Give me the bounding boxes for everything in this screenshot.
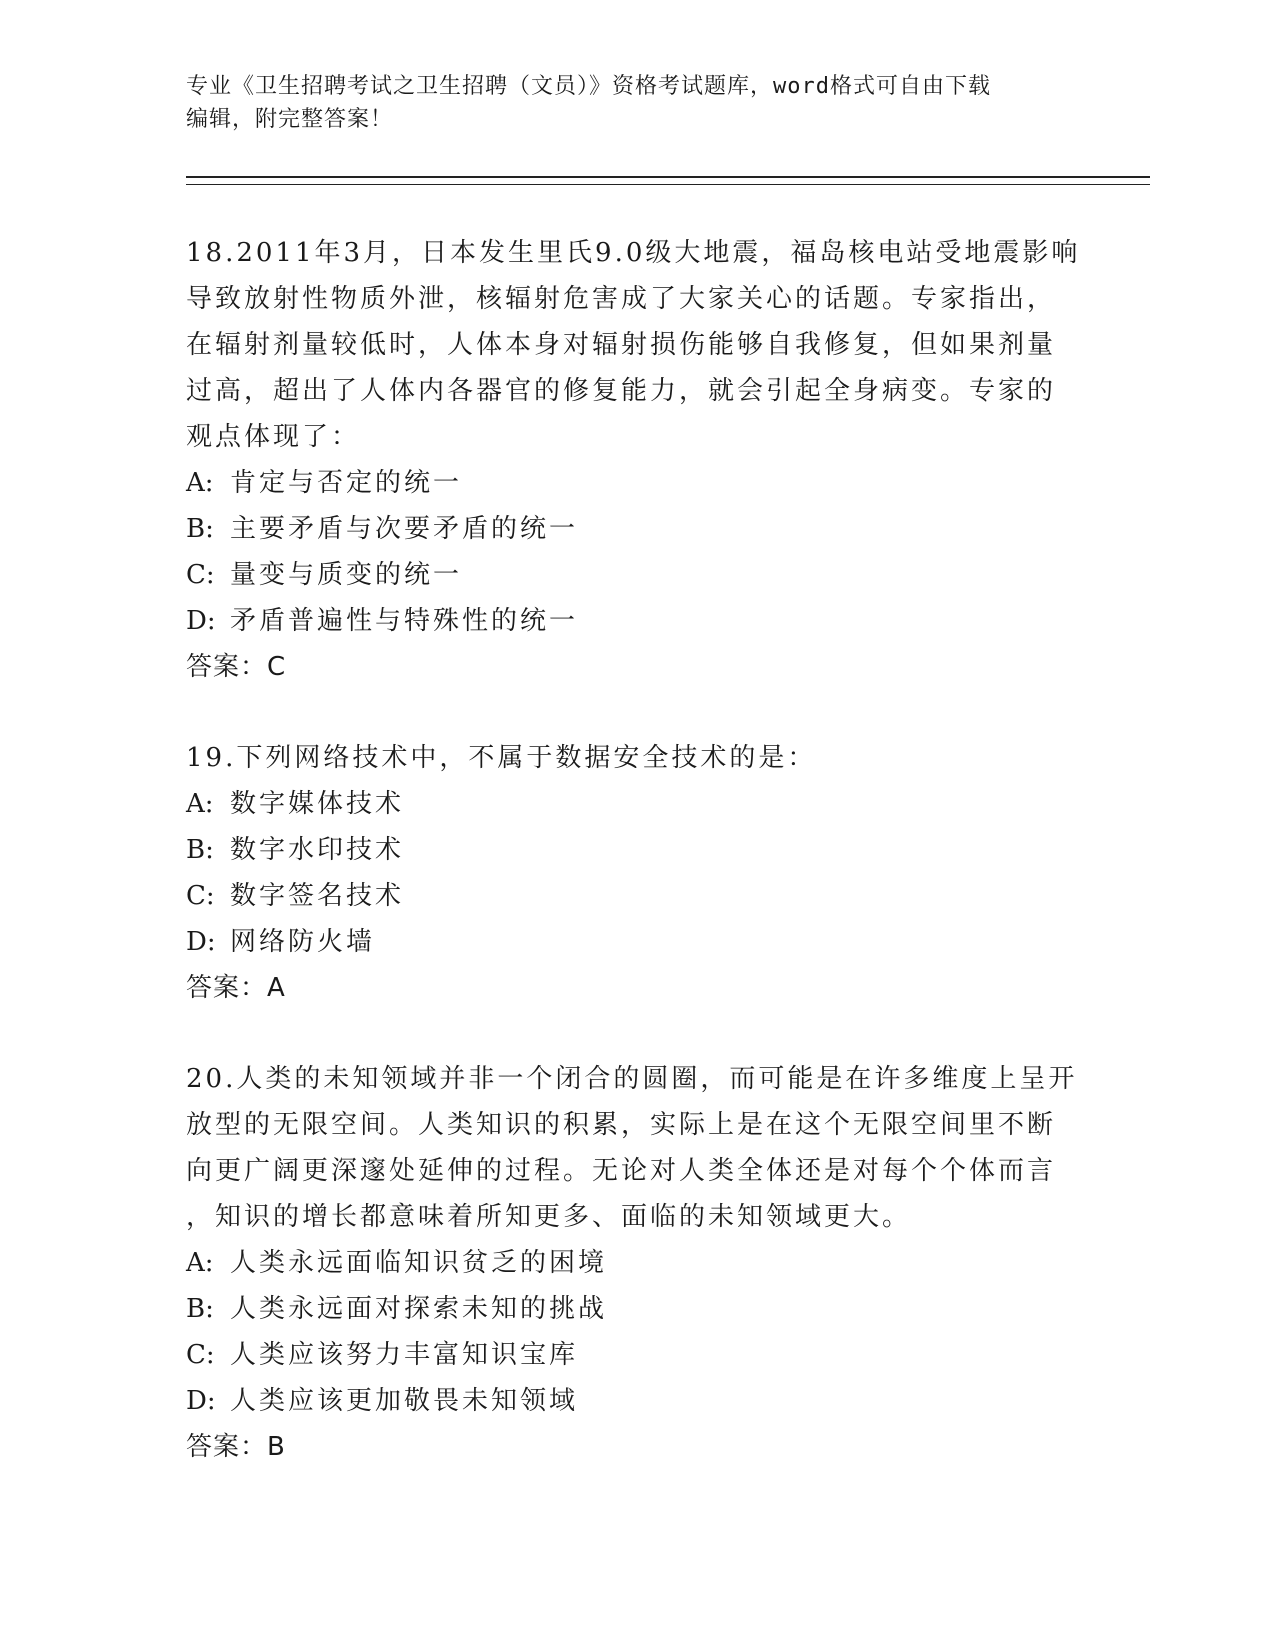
option-text: 数字媒体技术 (230, 789, 405, 819)
option-label: C: (186, 560, 215, 590)
option-label: D: (186, 606, 216, 636)
question-18 (186, 230, 1086, 690)
question-stem: 18.2011年3月，日本发生里氏9.0级大地震，福岛核电站受地震影响 导致放射性物质外泄，核辐射危害成了大家关心的话题。专家指出， 在辐射剂量较低时，人体本身对辐射损伤能够自我修复，但如果剂量 过高，超出了人体内各器官的修复能力，就会引起全身病变。专家的 观点体现了： (186, 238, 1081, 452)
answer-line: 答案：C (186, 652, 287, 682)
header-line-1: 专业《卫生招聘考试之卫生招聘（文员）》资格考试题库，word格式可自由下载 (186, 74, 991, 99)
question-19 (186, 735, 1086, 1011)
header-line-2: 编辑，附完整答案！ (186, 107, 394, 132)
option-label: C: (186, 1340, 215, 1370)
option-label: D: (186, 927, 216, 957)
option-text: 肯定与否定的统一 (230, 468, 463, 498)
answer-line: 答案：B (186, 1432, 286, 1462)
option-label: A: (186, 468, 214, 498)
document-header (186, 70, 1066, 136)
option-b (186, 506, 1086, 552)
option-text: 人类应该更加敬畏未知领域 (230, 1386, 579, 1416)
option-text: 量变与质变的统一 (230, 560, 463, 590)
option-c (186, 873, 1086, 919)
option-c (186, 1332, 1086, 1378)
option-d (186, 1378, 1086, 1424)
option-d (186, 598, 1086, 644)
option-a (186, 1240, 1086, 1286)
option-text: 矛盾普遍性与特殊性的统一 (230, 606, 579, 636)
option-label: B: (186, 514, 214, 544)
header-divider (186, 176, 1150, 185)
option-label: A: (186, 789, 214, 819)
question-list (186, 230, 1086, 1515)
option-a (186, 781, 1086, 827)
option-a (186, 460, 1086, 506)
answer-line: 答案：A (186, 973, 286, 1003)
option-label: C: (186, 881, 215, 911)
option-d (186, 919, 1086, 965)
option-text: 人类永远面对探索未知的挑战 (230, 1294, 608, 1324)
option-label: D: (186, 1386, 216, 1416)
option-c (186, 552, 1086, 598)
question-stem: 19.下列网络技术中，不属于数据安全技术的是： (186, 743, 817, 773)
question-20 (186, 1056, 1086, 1470)
option-text: 人类永远面临知识贫乏的困境 (230, 1248, 608, 1278)
option-label: B: (186, 835, 214, 865)
option-text: 数字签名技术 (230, 881, 405, 911)
option-b (186, 1286, 1086, 1332)
option-text: 网络防火墙 (230, 927, 376, 957)
option-label: B: (186, 1294, 214, 1324)
question-stem: 20.人类的未知领域并非一个闭合的圆圈，而可能是在许多维度上呈开 放型的无限空间。人类知识的积累，实际上是在这个无限空间里不断 向更广阔更深邃处延伸的过程。无论对人类全体还是对每个个体而言 ，知识的增长都意味着所知更多、面临的未知领域更大。 (186, 1064, 1078, 1232)
option-b (186, 827, 1086, 873)
option-text: 主要矛盾与次要矛盾的统一 (230, 514, 579, 544)
option-text: 人类应该努力丰富知识宝库 (230, 1340, 579, 1370)
option-label: A: (186, 1248, 214, 1278)
option-text: 数字水印技术 (230, 835, 405, 865)
